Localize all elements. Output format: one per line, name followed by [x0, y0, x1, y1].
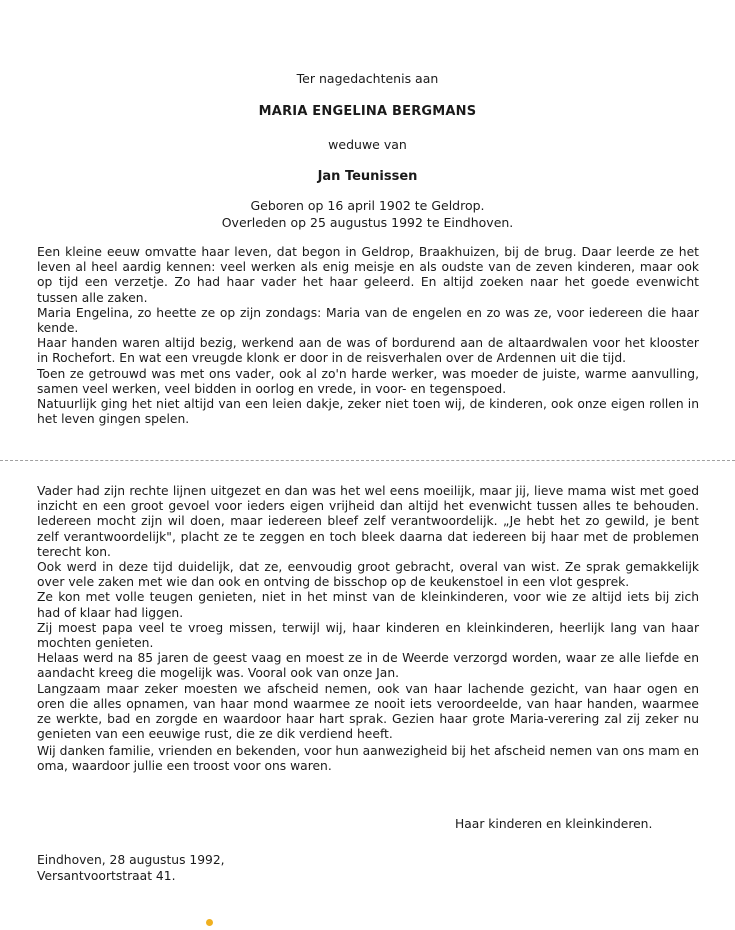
- life-dates: [0, 197, 735, 231]
- birth-line: Geboren op 16 april 1902 te Geldrop.: [250, 198, 485, 213]
- fold-line: [0, 460, 735, 461]
- intro-line: Ter nagedachtenis aan: [296, 71, 439, 86]
- widow-of-line: weduwe van: [328, 137, 407, 152]
- death-line: Overleden op 25 augustus 1992 te Eindhoven.: [221, 215, 514, 230]
- paragraph: Maria Engelina, zo heette ze op zijn zondags: Maria van de engelen en zo was ze, voor iedereen die haar kende.: [37, 305, 699, 336]
- paragraph: Zij moest papa veel te vroeg missen, terwijl wij, haar kinderen en kleinkinderen, heerlijk lang van haar mochten genieten.: [37, 620, 699, 651]
- husband-name: Jan Teunissen: [317, 169, 418, 184]
- paragraph: Ze kon met volle teugen genieten, niet in het minst van de kleinkinderen, voor wie ze altijd iets bij zich had of klaar had liggen.: [37, 590, 699, 620]
- paragraph: Een kleine eeuw omvatte haar leven, dat begon in Geldrop, Braakhuizen, bij de brug. Daar leerde ze het leven al heel aardig kennen: veel werken als enig meisje en als oudste van de zeven kinderen, maar ook op tijd een verzetje. Zo had haar vader het haar geleerd. En altijd zoeken naar het goede evenwicht tussen alle zaken.: [37, 245, 699, 305]
- signoff: Haar kinderen en kleinkinderen.: [455, 817, 653, 831]
- orange-dot-mark: [206, 919, 213, 926]
- text-part-1: [37, 245, 699, 427]
- paragraph: Ook werd in deze tijd duidelijk, dat ze, eenvoudig groot gebracht, overal van wist. Ze sprak gemakkelijk over vele zaken met wie dan ook en ontving de bisschop op de keukenstoel in een vlot gesprek.: [37, 560, 699, 590]
- paragraph: Vader had zijn rechte lijnen uitgezet en dan was het wel eens moeilijk, maar jij, lieve mama wist met goed inzicht en een groot gevoel voor ieders eigen vrijheid dan altijd het evenwicht tussen alles te behouden. Iedereen mocht zijn wil doen, maar iedereen bleef zelf verantwoordelijk. „Je hebt het zo gewild, je bent zelf verantwoordelijk", placht ze te zeggen en toch bleek daarna dat iedereen bij haar met de problemen terecht kon.: [37, 484, 699, 559]
- place-and-address: [37, 852, 225, 884]
- paragraph: Toen ze getrouwd was met ons vader, ook al zo'n harde werker, was moeder de juiste, warme aanvulling, samen veel werken, veel bidden in oorlog en vrede, in voor- en tegenspoed.: [37, 366, 699, 396]
- paragraph: Natuurlijk ging het niet altijd van een leien dakje, zeker niet toen wij, de kinderen, ook onze eigen rollen in het leven gingen spelen.: [37, 397, 699, 427]
- paragraph: Langzaam maar zeker moesten we afscheid nemen, ook van haar lachende gezicht, van haar ogen en oren die alles opnamen, van haar mond waarmee ze nooit iets veroordeelde, van haar handen, waarmee ze werkte, bad en zorgde en waardoor haar hart sprak. Gezien haar grote Maria-verering zal zij zeker nu genieten van een eeuwige rust, die ze dik verdiend heeft.: [37, 681, 699, 742]
- deceased-name: MARIA ENGELINA BERGMANS: [258, 104, 477, 119]
- thanks-paragraph: Wij danken familie, vrienden en bekenden, voor hun aanwezigheid bij het afscheid nemen van ons mam en oma, waardoor jullie een troost voor ons waren.: [37, 744, 699, 774]
- text-part-2: [37, 484, 699, 742]
- paragraph: Helaas werd na 85 jaren de geest vaag en moest ze in de Weerde verzorgd worden, waar ze alle liefde en aandacht kreeg die mogelijk was. Vooral ook van onze Jan.: [37, 651, 699, 681]
- place-date: Eindhoven, 28 augustus 1992,: [37, 853, 225, 867]
- paragraph: Haar handen waren altijd bezig, werkend aan de was of bordurend aan de altaardwalen voor het klooster in Rochefort. En wat een vreugde klonk er door in de reisverhalen over de Ardennen uit die tijd.: [37, 336, 699, 366]
- address: Versantvoortstraat 41.: [37, 869, 176, 883]
